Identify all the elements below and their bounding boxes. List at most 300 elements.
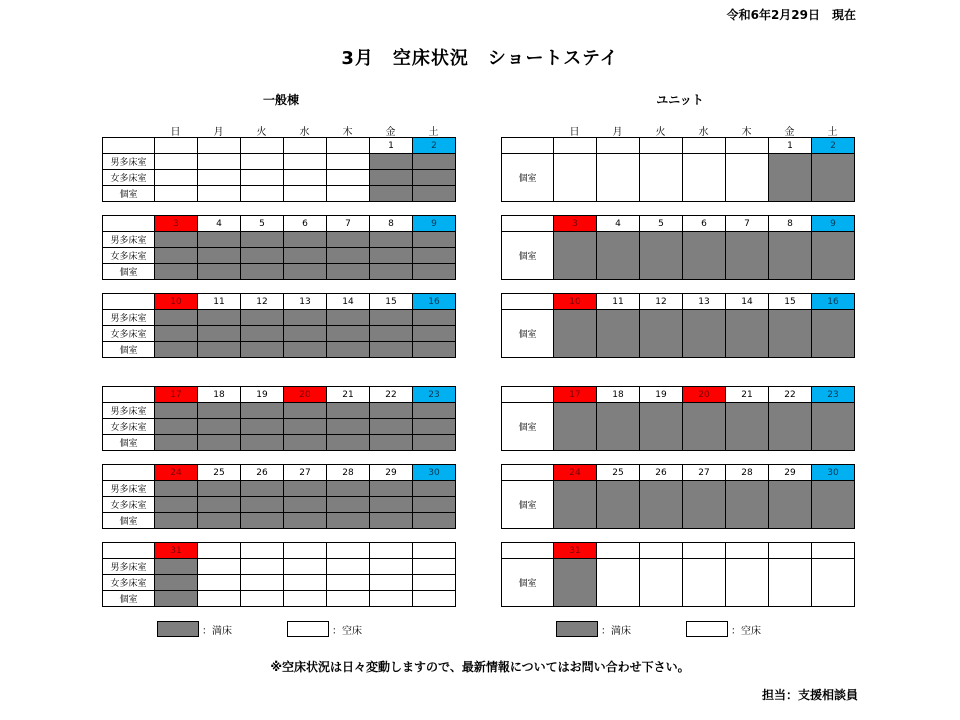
date-cell: 27: [683, 465, 726, 481]
date-cell: 4: [597, 216, 640, 232]
bed-status-full: [155, 575, 198, 591]
bed-status-full: [413, 248, 456, 264]
bed-status-full: [554, 559, 597, 607]
bed-status-full: [370, 310, 413, 326]
date-cell: [327, 543, 370, 559]
room-row: [103, 326, 456, 342]
date-cell: 20: [284, 387, 327, 403]
room-type-label: 個室: [103, 513, 155, 529]
bed-status-vacant: [327, 591, 370, 607]
legend-vacant-swatch: [287, 621, 329, 637]
bed-status-full: [284, 326, 327, 342]
bed-status-full: [327, 419, 370, 435]
date-cell: 13: [683, 294, 726, 310]
bed-status-full: [769, 310, 812, 358]
weekday-label: 日: [170, 127, 181, 138]
bed-status-full: [155, 264, 198, 280]
date-row: [502, 387, 855, 403]
bed-status-full: [155, 591, 198, 607]
date-cell: 5: [640, 216, 683, 232]
bed-status-full: [640, 403, 683, 451]
room-row: [103, 419, 456, 435]
bed-status-full: [812, 310, 855, 358]
staff-contact: 担当：支援相談員: [761, 688, 858, 702]
bed-status-vacant: [370, 575, 413, 591]
bed-status-full: [198, 310, 241, 326]
bed-status-full: [155, 342, 198, 358]
date-cell: [413, 543, 456, 559]
unit-week-4-table: [501, 386, 855, 451]
corner-cell: [502, 543, 554, 559]
room-row: [502, 310, 855, 358]
bed-status-vacant: [198, 170, 241, 186]
room-type-label: 個室: [502, 310, 554, 358]
bed-status-full: [370, 435, 413, 451]
bed-status-full: [241, 513, 284, 529]
room-type-label: 個室: [502, 481, 554, 529]
weekday-label: 土: [827, 127, 838, 138]
date-cell: 21: [726, 387, 769, 403]
corner-cell: [103, 543, 155, 559]
room-type-label: 男多床室: [103, 310, 155, 326]
bed-status-vacant: [284, 154, 327, 170]
bed-status-vacant: [198, 154, 241, 170]
bed-status-full: [812, 481, 855, 529]
date-cell: 5: [241, 216, 284, 232]
room-type-label: 男多床室: [103, 559, 155, 575]
date-cell: 16: [812, 294, 855, 310]
date-cell: 22: [370, 387, 413, 403]
date-cell: 2: [812, 138, 855, 154]
bed-status-vacant: [327, 559, 370, 575]
bed-status-full: [327, 513, 370, 529]
bed-status-full: [284, 342, 327, 358]
corner-cell: [103, 138, 155, 154]
date-cell: [683, 543, 726, 559]
bed-status-full: [413, 403, 456, 419]
date-cell: [284, 138, 327, 154]
date-row: [103, 543, 456, 559]
bed-status-full: [284, 419, 327, 435]
bed-status-full: [155, 435, 198, 451]
bed-status-full: [198, 326, 241, 342]
bed-status-full: [241, 435, 284, 451]
date-cell: 21: [327, 387, 370, 403]
bed-status-full: [241, 310, 284, 326]
bed-status-vacant: [284, 575, 327, 591]
bed-status-full: [554, 232, 597, 280]
bed-status-full: [327, 248, 370, 264]
bed-status-full: [554, 481, 597, 529]
bed-status-full: [155, 559, 198, 575]
date-cell: 10: [155, 294, 198, 310]
bed-status-vacant: [769, 559, 812, 607]
corner-cell: [502, 387, 554, 403]
legend-full-label: ：満床: [601, 626, 631, 637]
bed-status-full: [198, 264, 241, 280]
date-cell: 8: [769, 216, 812, 232]
room-type-label: 個室: [103, 342, 155, 358]
weekday-label: 火: [655, 127, 666, 138]
legend-vacant-swatch: [686, 621, 728, 637]
bed-status-full: [284, 403, 327, 419]
general-week-1-table: [102, 137, 456, 202]
bed-status-full: [198, 419, 241, 435]
bed-status-full: [812, 154, 855, 202]
bed-status-vacant: [554, 154, 597, 202]
date-cell: [554, 138, 597, 154]
bed-status-full: [370, 497, 413, 513]
corner-cell: [103, 216, 155, 232]
date-cell: 10: [554, 294, 597, 310]
bed-status-full: [413, 310, 456, 326]
weekday-label: 木: [741, 127, 752, 138]
general-week-5-table: [102, 464, 456, 529]
date-row: [103, 387, 456, 403]
bed-status-full: [327, 435, 370, 451]
date-cell: 14: [726, 294, 769, 310]
room-row: [103, 497, 456, 513]
date-cell: 26: [241, 465, 284, 481]
bed-status-vacant: [241, 170, 284, 186]
bed-status-vacant: [683, 559, 726, 607]
bed-status-vacant: [413, 575, 456, 591]
bed-status-vacant: [198, 186, 241, 202]
room-type-label: 男多床室: [103, 232, 155, 248]
bed-status-full: [327, 310, 370, 326]
date-cell: 7: [327, 216, 370, 232]
bed-status-full: [413, 186, 456, 202]
bed-status-full: [413, 419, 456, 435]
bed-status-vacant: [683, 154, 726, 202]
date-row: [103, 465, 456, 481]
date-cell: [241, 138, 284, 154]
bed-status-full: [155, 419, 198, 435]
bed-status-vacant: [597, 154, 640, 202]
date-cell: 3: [155, 216, 198, 232]
bed-status-full: [640, 481, 683, 529]
bed-status-vacant: [597, 559, 640, 607]
bed-status-full: [155, 248, 198, 264]
bed-status-full: [413, 497, 456, 513]
date-cell: 4: [198, 216, 241, 232]
bed-status-full: [241, 264, 284, 280]
date-cell: [812, 543, 855, 559]
unit-week-3-table: [501, 293, 855, 358]
bed-status-full: [198, 232, 241, 248]
bed-status-full: [597, 310, 640, 358]
bed-status-full: [370, 264, 413, 280]
corner-cell: [502, 138, 554, 154]
bed-status-vacant: [370, 559, 413, 575]
general-week-2-table: [102, 215, 456, 280]
bed-status-full: [769, 481, 812, 529]
bed-status-full: [241, 342, 284, 358]
bed-status-full: [155, 481, 198, 497]
room-type-label: 個室: [103, 435, 155, 451]
bed-status-full: [284, 513, 327, 529]
room-row: [103, 232, 456, 248]
date-cell: 30: [413, 465, 456, 481]
bed-status-full: [370, 403, 413, 419]
bed-status-vacant: [284, 591, 327, 607]
date-cell: 15: [769, 294, 812, 310]
bed-status-full: [769, 154, 812, 202]
date-cell: 31: [155, 543, 198, 559]
bed-status-vacant: [640, 154, 683, 202]
bed-status-vacant: [284, 186, 327, 202]
bed-status-full: [554, 403, 597, 451]
date-cell: 7: [726, 216, 769, 232]
room-row: [502, 559, 855, 607]
room-type-label: 女多床室: [103, 170, 155, 186]
general-week-3-table: [102, 293, 456, 358]
weekday-label: 月: [612, 127, 623, 138]
bed-status-full: [241, 232, 284, 248]
bed-status-full: [155, 310, 198, 326]
room-row: [502, 403, 855, 451]
bed-status-vacant: [198, 591, 241, 607]
date-cell: 12: [640, 294, 683, 310]
weekday-label: 火: [256, 127, 267, 138]
bed-status-vacant: [155, 154, 198, 170]
bed-status-full: [284, 497, 327, 513]
bed-status-vacant: [327, 186, 370, 202]
bed-status-full: [198, 513, 241, 529]
bed-status-full: [413, 232, 456, 248]
weekday-label: 水: [698, 127, 709, 138]
corner-cell: [103, 387, 155, 403]
date-cell: 13: [284, 294, 327, 310]
date-cell: [284, 543, 327, 559]
room-type-label: 個室: [103, 264, 155, 280]
date-cell: 25: [198, 465, 241, 481]
legend-full-swatch: [157, 621, 199, 637]
room-type-label: 女多床室: [103, 248, 155, 264]
date-cell: 14: [327, 294, 370, 310]
date-cell: 6: [284, 216, 327, 232]
date-cell: 19: [640, 387, 683, 403]
date-cell: 26: [640, 465, 683, 481]
date-cell: 1: [370, 138, 413, 154]
bed-status-vacant: [726, 559, 769, 607]
page-title: 3月 空床状況 ショートステイ: [341, 48, 619, 69]
unit-week-5-table: [501, 464, 855, 529]
bed-status-full: [327, 497, 370, 513]
bed-status-full: [597, 403, 640, 451]
as-of-date: 令和6年2月29日 現在: [726, 8, 856, 22]
date-cell: 2: [413, 138, 456, 154]
room-type-label: 個室: [103, 591, 155, 607]
weekday-label: 月: [213, 127, 224, 138]
bed-status-full: [155, 513, 198, 529]
room-type-label: 個室: [103, 186, 155, 202]
bed-status-vacant: [640, 559, 683, 607]
bed-status-full: [327, 403, 370, 419]
bed-status-full: [683, 481, 726, 529]
date-cell: 23: [812, 387, 855, 403]
date-row: [502, 138, 855, 154]
room-type-label: 個室: [502, 232, 554, 280]
bed-status-full: [683, 403, 726, 451]
bed-status-full: [597, 232, 640, 280]
unit-week-6-table: [501, 542, 855, 607]
date-cell: [640, 138, 683, 154]
bed-status-full: [554, 310, 597, 358]
date-cell: [155, 138, 198, 154]
bed-status-full: [370, 186, 413, 202]
bed-status-full: [370, 419, 413, 435]
date-cell: [327, 138, 370, 154]
bed-status-vacant: [241, 154, 284, 170]
room-type-label: 男多床室: [103, 403, 155, 419]
room-row: [103, 248, 456, 264]
room-type-label: 個室: [502, 403, 554, 451]
date-cell: 16: [413, 294, 456, 310]
bed-status-full: [327, 232, 370, 248]
date-cell: [198, 543, 241, 559]
bed-status-vacant: [155, 186, 198, 202]
weekday-label: 土: [428, 127, 439, 138]
bed-status-full: [597, 481, 640, 529]
date-row: [103, 216, 456, 232]
room-row: [103, 264, 456, 280]
bed-status-vacant: [327, 575, 370, 591]
weekday-label: 金: [784, 127, 795, 138]
date-cell: [370, 543, 413, 559]
room-row: [103, 591, 456, 607]
date-cell: 17: [155, 387, 198, 403]
room-row: [103, 481, 456, 497]
bed-status-vacant: [413, 559, 456, 575]
bed-status-full: [413, 481, 456, 497]
date-cell: 24: [554, 465, 597, 481]
bed-status-full: [413, 170, 456, 186]
bed-status-full: [284, 481, 327, 497]
bed-status-full: [812, 403, 855, 451]
bed-status-full: [327, 264, 370, 280]
bed-status-full: [327, 342, 370, 358]
date-cell: 27: [284, 465, 327, 481]
room-row: [103, 186, 456, 202]
bed-status-full: [726, 310, 769, 358]
bed-status-vacant: [370, 591, 413, 607]
date-cell: 11: [597, 294, 640, 310]
room-row: [502, 154, 855, 202]
bed-status-vacant: [284, 170, 327, 186]
bed-status-full: [370, 248, 413, 264]
date-cell: 8: [370, 216, 413, 232]
bed-status-full: [370, 481, 413, 497]
bed-status-full: [241, 248, 284, 264]
date-cell: 30: [812, 465, 855, 481]
date-cell: [241, 543, 284, 559]
room-type-label: 男多床室: [103, 154, 155, 170]
bed-status-full: [683, 310, 726, 358]
bed-status-full: [284, 435, 327, 451]
bed-status-vacant: [413, 591, 456, 607]
bed-status-full: [155, 403, 198, 419]
date-cell: [597, 138, 640, 154]
corner-cell: [502, 294, 554, 310]
date-cell: 29: [769, 465, 812, 481]
notice: ※空床状況は日々変動しますので、最新情報についてはお問い合わせ下さい。: [270, 660, 690, 674]
bed-status-full: [155, 326, 198, 342]
date-row: [502, 465, 855, 481]
section-title-unit: ユニット: [656, 93, 704, 107]
bed-status-full: [241, 481, 284, 497]
bed-status-full: [198, 435, 241, 451]
bed-status-full: [284, 232, 327, 248]
weekday-label: 木: [342, 127, 353, 138]
bed-status-full: [198, 481, 241, 497]
legend-full-swatch: [556, 621, 598, 637]
bed-status-vacant: [198, 575, 241, 591]
bed-status-vacant: [284, 559, 327, 575]
bed-status-full: [327, 481, 370, 497]
room-type-label: 男多床室: [103, 481, 155, 497]
bed-status-full: [726, 481, 769, 529]
weekday-label: 水: [299, 127, 310, 138]
bed-status-full: [284, 264, 327, 280]
room-type-label: 女多床室: [103, 575, 155, 591]
date-cell: [769, 543, 812, 559]
date-cell: 12: [241, 294, 284, 310]
date-cell: [726, 543, 769, 559]
room-row: [502, 232, 855, 280]
room-row: [103, 342, 456, 358]
bed-status-full: [198, 403, 241, 419]
bed-status-full: [413, 435, 456, 451]
bed-status-full: [327, 326, 370, 342]
corner-cell: [103, 465, 155, 481]
date-cell: [726, 138, 769, 154]
bed-status-full: [640, 232, 683, 280]
date-row: [502, 294, 855, 310]
bed-status-full: [413, 342, 456, 358]
bed-status-full: [370, 154, 413, 170]
bed-status-full: [370, 232, 413, 248]
room-row: [103, 435, 456, 451]
date-cell: [683, 138, 726, 154]
bed-status-full: [198, 497, 241, 513]
date-cell: 28: [327, 465, 370, 481]
date-cell: [597, 543, 640, 559]
bed-status-full: [370, 170, 413, 186]
unit-week-1-table: [501, 137, 855, 202]
room-type-label: 女多床室: [103, 497, 155, 513]
bed-status-vacant: [241, 591, 284, 607]
bed-status-full: [370, 513, 413, 529]
room-row: [103, 513, 456, 529]
room-row: [103, 575, 456, 591]
date-cell: 15: [370, 294, 413, 310]
date-cell: 31: [554, 543, 597, 559]
bed-status-full: [413, 264, 456, 280]
room-row: [103, 170, 456, 186]
bed-status-full: [769, 403, 812, 451]
bed-status-full: [198, 342, 241, 358]
bed-status-full: [284, 248, 327, 264]
bed-status-vacant: [812, 559, 855, 607]
date-cell: 20: [683, 387, 726, 403]
general-week-4-table: [102, 386, 456, 451]
room-row: [103, 403, 456, 419]
date-cell: 22: [769, 387, 812, 403]
corner-cell: [103, 294, 155, 310]
date-row: [103, 294, 456, 310]
room-row: [103, 154, 456, 170]
